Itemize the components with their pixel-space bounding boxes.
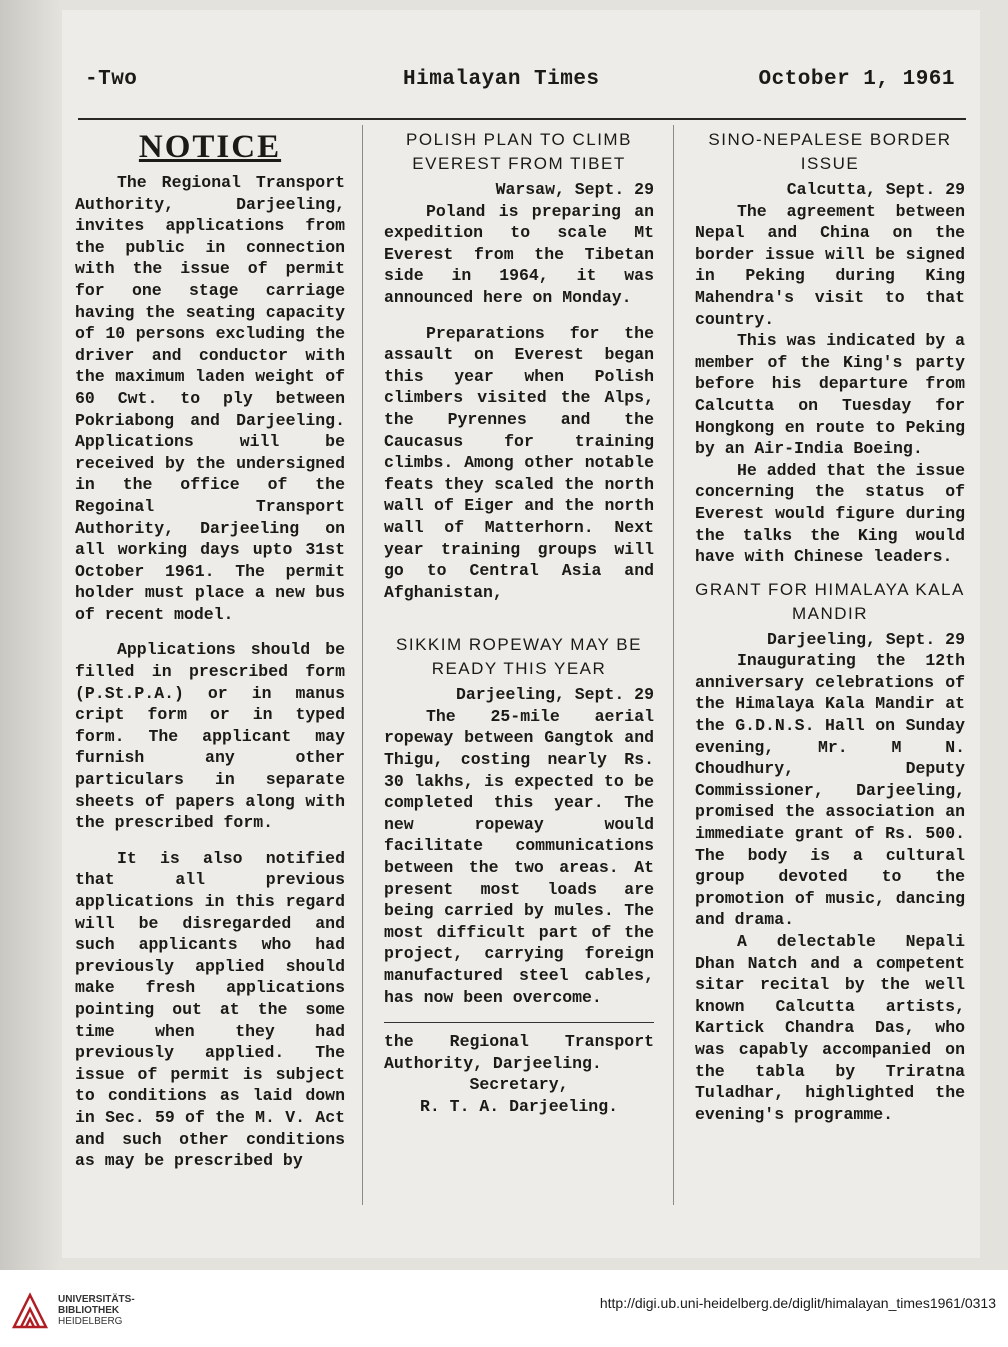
sino-headline: SINO-NEPALESE BORDER ISSUE: [708, 130, 952, 173]
signature-org: R. T. A. Darjeeling.: [419, 1096, 619, 1116]
library-name-line: HEIDELBERG: [58, 1316, 123, 1327]
grant-dateline: Darjeeling, Sept. 29: [766, 629, 965, 649]
notice-paragraph: The Regional Transport Authority, Darjeeling, invites applications from the public in connection with the issue of permit for one stage carriage having the seating capacity of 10 persons excluding the driver and conductor with the maximum laden weight of 60 Cwt. to ply between Pokriabong and Darjeeling. Applications will be received by the undersigned in the office of the Regoinal Transport Authority, Darjeeling on all working days upto 31st October 1961. The permit holder must place a new bus of recent model.: [75, 173, 345, 624]
viewer-footer: [0, 1275, 1008, 1347]
page-number: -Two: [85, 68, 138, 91]
header-rule: [78, 118, 966, 120]
notice-column: [75, 128, 345, 1172]
sikkim-paragraph: The 25-mile aerial ropeway between Gangtok and Thigu, costing nearly Rs. 30 lakhs, is expected to be completed this year. The new ropeway would facilitate communications between the two areas. At present most loads are being carried by mules. The most difficult part of the project, carrying foreign manufactured steel cables, has now been overcome.: [384, 706, 654, 1007]
column-divider: [362, 125, 363, 1205]
newspaper-title: Himalayan Times: [403, 68, 600, 91]
grant-paragraph: A delectable Nepali Dhan Natch and a competent sitar recital by the well known Calcutta artists, Kartick Chandra Das, who was capably accompanied on the tabla by Triratna Tuladhar, highlighted the evening's programme.: [695, 932, 965, 1124]
polish-dateline: Warsaw, Sept. 29: [495, 180, 654, 199]
column-divider: [673, 125, 674, 1205]
grant-paragraph: Inaugurating the 12th anniversary celebrations of the Himalaya Kala Mandir at the G.D.N.S. Hall on Sunday evening, Mr. M N. Choudhury, Deputy Commissioner, Darjeeling, promised the association an immediate grant of Rs. 500. The body is a cultural group devoted to the promotion of music, dancing and drama.: [695, 651, 965, 930]
sino-grant-column: [695, 128, 965, 1125]
library-name: [58, 1294, 135, 1327]
notice-paragraph: Applications should be filled in prescribed form (P.St.P.A.) or in manus cript form or in typed form. The applicant may furnish any other particulars in separate sheets of papers along with the prescribed form.: [75, 640, 345, 833]
sino-paragraph: This was indicated by a member of the King's party before his departure from Calcutta on Tuesday for Hongkong en route to Peking by an Air-India Boeing.: [695, 331, 965, 459]
polish-sikkim-column: [384, 128, 654, 1118]
sino-dateline: Calcutta, Sept. 29: [786, 180, 965, 199]
notice-title: NOTICE: [138, 129, 282, 165]
polish-paragraph: Poland is preparing an expedition to scale Mt Everest from the Tibetan side in 1964, it was announced here on Monday.: [384, 201, 654, 307]
source-url[interactable]: http://digi.ub.uni-heidelberg.de/diglit/himalayan_times1961/0313: [599, 1295, 996, 1311]
library-name-line: BIBLIOTHEK: [58, 1305, 120, 1316]
sikkim-dateline: Darjeeling, Sept. 29: [455, 685, 654, 705]
grant-headline: GRANT FOR HIMALAYA KALA MANDIR: [695, 579, 965, 623]
masthead: [85, 68, 955, 98]
notice-continuation: the Regional Transport Authority, Darjeeling.: [384, 1032, 654, 1073]
column-rule: [384, 1022, 654, 1023]
polish-paragraph: Preparations for the assault on Everest began this year when Polish climbers visited the Alps, the Pyrennes and the Caucasus for training climbs. Among other notable feats they scaled the north wall of Eiger and the north wall of Matterhorn. Next year training groups will go to Central Asia and Afghanistan,: [384, 323, 654, 602]
polish-headline: POLISH PLAN TO CLIMB EVEREST FROM TIBET: [406, 130, 632, 173]
issue-date: October 1, 1961: [758, 68, 955, 91]
sino-paragraph: He added that the issue concerning the status of Everest would figure during the talks the King would have with Chinese leaders.: [695, 460, 965, 567]
library-logo-icon: [10, 1291, 50, 1331]
sikkim-headline: SIKKIM ROPEWAY MAY BE READY THIS YEAR: [396, 635, 642, 679]
sino-paragraph: The agreement between Nepal and China on the border issue will be signed in Peking during King Mahendra's visit to that country.: [695, 201, 965, 329]
signature-title: Secretary,: [469, 1075, 569, 1095]
library-name-line: UNIVERSITÄTS-: [58, 1294, 135, 1305]
notice-paragraph: It is also notified that all previous applications in this regard will be disregarded and such applicants who had previously applied should make fresh applications pointing out at the some time when they had previously applied. The issue of permit is subject to conditions as laid down in Sec. 59 of the M. V. Act and such other conditions as may be prescribed by: [75, 848, 345, 1171]
